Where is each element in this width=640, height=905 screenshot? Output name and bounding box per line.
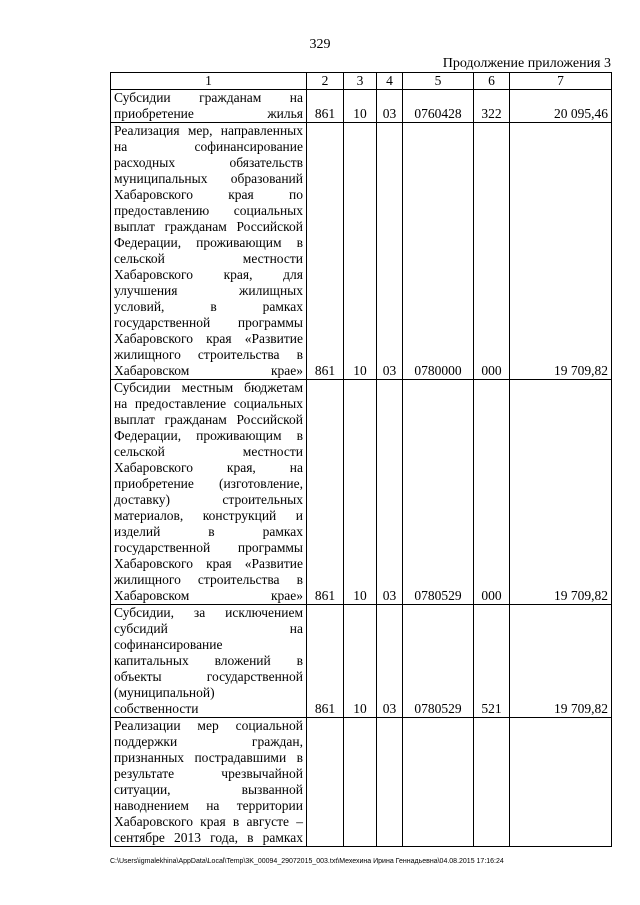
- table-row: [111, 380, 612, 605]
- file-path-footer: C:\Users\igmalekhina\AppData\Local\Temp\3K_00094_29072015_003.txt\Мехехина Ирина Геннадьевна\04.08.2015 17:16:24: [110, 858, 504, 865]
- amount-cell: [510, 718, 612, 847]
- row-name-line: (муниципальной): [114, 685, 215, 700]
- code-3-cell: 10: [344, 90, 377, 123]
- row-name-line: Субсидии местным бюджетам: [114, 380, 303, 395]
- row-name-line: сентябре 2013 года, в рамках: [114, 830, 303, 845]
- code-2-cell: 861: [307, 123, 344, 380]
- page-number: 329: [309, 37, 331, 52]
- row-name-line: предоставлению социальных: [114, 203, 303, 218]
- code-3-cell: 10: [344, 605, 377, 718]
- row-name-cell: [111, 605, 307, 718]
- col-header-2: 2: [307, 73, 344, 90]
- row-name-line: материалов, конструкций и: [114, 508, 303, 523]
- code-2-cell: 861: [307, 90, 344, 123]
- row-name-line: капитальных вложений в: [114, 653, 303, 668]
- amount-cell: 19 709,82: [510, 380, 612, 605]
- row-name-line: улучшения жилищных: [114, 283, 303, 298]
- code-6-cell: 000: [474, 380, 510, 605]
- row-name-line: условий, в рамках: [114, 299, 303, 314]
- row-name-line: жилищного строительства в: [114, 572, 303, 587]
- amount-cell: 19 709,82: [510, 605, 612, 718]
- code-3-cell: 10: [344, 380, 377, 605]
- row-name-line: сельской местности: [114, 444, 303, 459]
- row-name-line: Хабаровском крае»: [114, 588, 303, 603]
- code-4-cell: 03: [377, 90, 403, 123]
- row-name-line: муниципальных образований: [114, 171, 303, 186]
- row-name-line: наводнением на территории: [114, 798, 303, 813]
- code-2-cell: 861: [307, 605, 344, 718]
- code-6-cell: [474, 718, 510, 847]
- col-header-1: 1: [111, 73, 307, 90]
- row-name-line: софинансирование: [114, 637, 223, 652]
- row-name-line: жилищного строительства в: [114, 347, 303, 362]
- row-name-line: государственной программы: [114, 540, 303, 555]
- row-name-line: субсидий на: [114, 621, 303, 636]
- code-6-cell: 322: [474, 90, 510, 123]
- row-name-line: объекты государственной: [114, 669, 303, 684]
- row-name-line: результате чрезвычайной: [114, 766, 303, 781]
- row-name-line: поддержки граждан,: [114, 734, 303, 749]
- row-name-line: Хабаровского края, на: [114, 460, 303, 475]
- code-5-cell: 0780529: [403, 605, 474, 718]
- amount-cell: 20 095,46: [510, 90, 612, 123]
- row-name-line: сельской местности: [114, 251, 303, 266]
- code-5-cell: 0760428: [403, 90, 474, 123]
- row-name-line: Субсидии, за исключением: [114, 605, 303, 620]
- code-2-cell: [307, 718, 344, 847]
- row-name-line: Хабаровского края в августе –: [114, 814, 303, 829]
- row-name-line: выплат гражданам Российской: [114, 412, 303, 427]
- col-header-3: 3: [344, 73, 377, 90]
- table-row: [111, 90, 612, 123]
- row-name-cell: [111, 380, 307, 605]
- row-name-line: на предоставление социальных: [114, 396, 303, 411]
- row-name-line: на софинансирование: [114, 139, 303, 154]
- code-6-cell: 000: [474, 123, 510, 380]
- row-name-cell: [111, 123, 307, 380]
- header-row: [111, 73, 612, 90]
- row-name-line: Хабаровского края, для: [114, 267, 303, 282]
- row-name-line: Хабаровского края «Развитие: [114, 331, 303, 346]
- code-3-cell: 10: [344, 123, 377, 380]
- col-header-4: 4: [377, 73, 403, 90]
- table-row: [111, 718, 612, 847]
- col-header-6: 6: [474, 73, 510, 90]
- row-name-line: изделий в рамках: [114, 524, 303, 539]
- row-name-cell: [111, 718, 307, 847]
- code-2-cell: 861: [307, 380, 344, 605]
- row-name-line: ситуации, вызванной: [114, 782, 303, 797]
- row-name-line: Федерации, проживающим в: [114, 428, 303, 443]
- row-name-line: Хабаровского края по: [114, 187, 303, 202]
- row-name-cell: [111, 90, 307, 123]
- row-name-line: Хабаровского края «Развитие: [114, 556, 303, 571]
- code-3-cell: [344, 718, 377, 847]
- row-name-line: выплат гражданам Российской: [114, 219, 303, 234]
- code-4-cell: 03: [377, 123, 403, 380]
- col-header-7: 7: [510, 73, 612, 90]
- row-name-line: Реализация мер, направленных: [114, 123, 303, 138]
- row-name-line: Реализации мер социальной: [114, 718, 303, 733]
- code-4-cell: 03: [377, 380, 403, 605]
- code-5-cell: [403, 718, 474, 847]
- code-4-cell: 03: [377, 605, 403, 718]
- code-5-cell: 0780529: [403, 380, 474, 605]
- col-header-5: 5: [403, 73, 474, 90]
- row-name-line: признанных пострадавшими в: [114, 750, 303, 765]
- row-name-line: приобретение жилья: [114, 106, 303, 121]
- table-row: [111, 123, 612, 380]
- row-name-line: собственности: [114, 701, 199, 716]
- row-name-line: государственной программы: [114, 315, 303, 330]
- table-row: [111, 605, 612, 718]
- code-5-cell: 0780000: [403, 123, 474, 380]
- row-name-line: приобретение (изготовление,: [114, 476, 303, 491]
- row-name-line: доставку) строительных: [114, 492, 303, 507]
- row-name-line: расходных обязательств: [114, 155, 303, 170]
- row-name-line: Федерации, проживающим в: [114, 235, 303, 250]
- amount-cell: 19 709,82: [510, 123, 612, 380]
- row-name-line: Хабаровском крае»: [114, 363, 303, 378]
- code-4-cell: [377, 718, 403, 847]
- budget-table: [110, 72, 612, 847]
- code-6-cell: 521: [474, 605, 510, 718]
- continuation-caption: Продолжение приложения 3: [442, 56, 611, 71]
- row-name-line: Субсидии гражданам на: [114, 90, 303, 105]
